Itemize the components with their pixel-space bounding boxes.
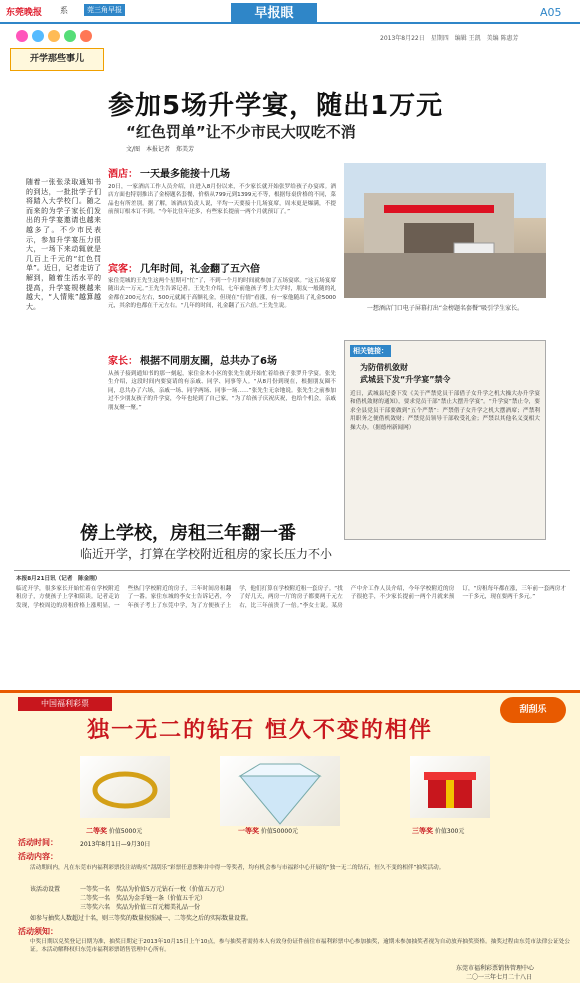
diamond-image xyxy=(220,756,340,826)
issue-date: 2013年8月22日 星期四 编辑 王凯 美编 陈惠芳 xyxy=(380,35,519,42)
subheadline: “红色罚单”让不少市民大叹吃不消 xyxy=(126,123,356,141)
related-link-tag: 相关链接： xyxy=(350,345,391,357)
rule-1: 一等奖一名 奖品为价值5万元钻石一枚（价值五万元） xyxy=(80,886,228,893)
time-label: 活动时间： xyxy=(18,838,58,847)
setup-text: 该活动设置 xyxy=(30,886,61,893)
story2-subheadline: 临近开学，打算在学校附近租房的家长压力不小 xyxy=(80,547,333,561)
page-number: A05 xyxy=(540,6,562,19)
notice-text: 中奖日期以兑奖登记日期为准，抽奖日期定于2013年10月15日上午10点，参与抽奖者需持本人有效身份证件前往市福利彩票中心参加抽奖，逾期未参加抽奖者视为自动放弃抽奖资格。抽奖过程由东莞市法律公证处公证。本活动解释权归东莞市福利彩票销售管理中心所有。 xyxy=(30,939,570,954)
prize-label: 二等奖 价值5000元 xyxy=(86,827,143,835)
section-title: 早报眼 xyxy=(231,3,317,24)
divider xyxy=(14,570,570,571)
section-text: 家住莞城的王先生这两个星期可“忙”了，不到一个月的时间就参加了五场宴席。“这五场宴席随出去一万元。”王先生告诉记者。王先生介绍，七年前他孩子考上大学时，朋友一般随的礼金都在200元左右，500元就属于高额礼金，但现在“行情”看涨，有一家他随出了礼金5000元，其余的也都在千元左右。“几年的时间，礼金翻了五六倍。”王先生说。 xyxy=(108,278,336,310)
ad-title: 独一无二的钻石 恒久不变的相伴 xyxy=(87,718,433,743)
issue-date: 二〇一三年七月二十八日 xyxy=(466,974,533,981)
rule-3: 三等奖六名 奖品为价值三百元精美礼品一份 xyxy=(80,904,201,911)
newspaper-logo: 东莞晚报 xyxy=(6,8,43,18)
section-text: 20日，一家酒店工作人员介绍，自进入8月份以来，不少家长就开始张罗给孩子办宴席。酒店方面也特别推出了金榜题名套餐，价格从799元到1399元不等，根据每桌价格的不同，菜品也有所差别。据了解，该酒店负责人说，平均一天要接十几场宴席，周末更是爆满，不提前预订根本订不到。“今年比往年还多，有些家长提前一两个月就预订了。” xyxy=(108,184,336,216)
intro-sidebar: 随着一张张录取通知书的到达，一批批学子们将踏入大学校门。随之而来的为学子家长们发出的升学宴邀请也越来越多了。不少市民表示，参加升学宴压力很大，一场下来动辄就是几百上千元的“红色罚单”。近日，记者走访了解到，随着生活水平的提高，升学宴规模越来越大，“人情账”越算越大。 xyxy=(26,178,101,311)
hotel-photo xyxy=(344,163,546,298)
story2-byline: 本报8月21日讯（记者 陈金刚） xyxy=(16,576,101,582)
gift-box-image xyxy=(410,756,490,818)
section-text: 从孩子接到通知书的那一刻起，家住金木小区的张先生就开始忙着给孩子张罗升学宴。张先生介绍，这段时间内要宴请的有亲戚、同学、同事等人。“从8月份到现在，根据朋友圈不同，总共办了六场，亲戚一场、同学两场、同事一场……”张先生无奈地说。张先生之前参加过不少朋友孩子的升学宴，今年也轮到了自己家，“为了给孩子庆祝庆祝，也给个机会，亲戚朋友聚一聚。” xyxy=(108,371,336,411)
issuer: 东莞市福利彩票销售管理中心 xyxy=(456,965,535,972)
prize-label: 一等奖 价值50000元 xyxy=(238,827,299,835)
section-heading: 宾客： 几年时间，礼金翻了五六倍 xyxy=(108,264,260,275)
related-text: 近日，武城县纪委下发《关于严禁党员干部借子女升学之机大操大办升学宴和借机敛财的通知》，要求党员干部“禁止大摆升学宴”。“升学宴”禁止令，要求全县党员干部要做到“五个严禁”：严禁借子女升学之机大摆酒席；严禁利用职务之便借机敛财；严禁党员领导干部收受礼金；严禁以其他名义变相大操大办。（据德州新闻网） xyxy=(350,391,540,431)
byline: 文/图 本报记者 郑美芳 xyxy=(126,146,195,153)
story2-text: 临近开学，很多家长开始忙着在学校附近租房子，方便孩子上学和陪读。记者走访发现，学校周边的房租价格上涨明显，一些热门学校附近的房子，三年时间房租翻了一番。家住东城的李女士告诉记者，今年孩子考上了东莞中学，为了方便孩子上学，他们打算在学校附近租一套房子。“找了好几天，两房一厅的房子都要两千元左右，比三年前贵了一倍。”李女士说。某房产中介工作人员介绍，今年学校附近的房子很抢手，不少家长提前一两个月就来预订，“房租每年都在涨，三年前一套两房才一千多元，现在要两千多元。” xyxy=(16,586,566,609)
rule-2: 二等奖一名 奖品为金手链一条（价值五千元） xyxy=(80,895,207,902)
brand-logo: 刮刮乐 xyxy=(500,697,566,723)
kids-illustration-icon xyxy=(12,26,100,46)
headline: 参加5场升学宴，随出1万元 xyxy=(108,91,444,121)
prize-label: 三等奖 价值300元 xyxy=(412,827,465,835)
section-heading: 家长： 根据不同朋友圈，总共办了6场 xyxy=(108,356,277,367)
content-text: 活动期间内，凡在东莞市内福利彩票投注站购买“刮刮乐”彩票任意票种并中得一等奖者，均有机会参与市福彩中心开展的“独一无二的钻石，恒久不变的相伴”抽奖活动。 xyxy=(30,865,445,871)
story2-headline: 傍上学校，房租三年翻一番 xyxy=(80,523,296,544)
column-title: 开学那些事儿 xyxy=(10,48,104,71)
bracelet-image xyxy=(80,756,170,818)
section-heading: 酒店： 一天最多能接十几场 xyxy=(108,169,230,180)
notice-label: 活动须知： xyxy=(18,927,58,936)
time-value: 2013年8月1日—9月30日 xyxy=(80,841,151,848)
note-text: 如参与抽奖人数超过十名，则三等奖的数量按照减一、二等奖之后的实际数量设置。 xyxy=(30,915,253,922)
related-title: 为防借机敛财 武城县下发“升学宴”禁令 xyxy=(360,363,451,384)
series-label: 系 xyxy=(60,6,68,15)
photo-caption: 一想酒店门口电子屏幕打出“金榜题名套餐”吸引学生家长。 xyxy=(366,305,524,312)
edition-badge: 莞三角早报 xyxy=(84,4,125,16)
content-label: 活动内容： xyxy=(18,852,58,861)
welfare-lottery-logo: 中国福利彩票 xyxy=(18,697,112,711)
